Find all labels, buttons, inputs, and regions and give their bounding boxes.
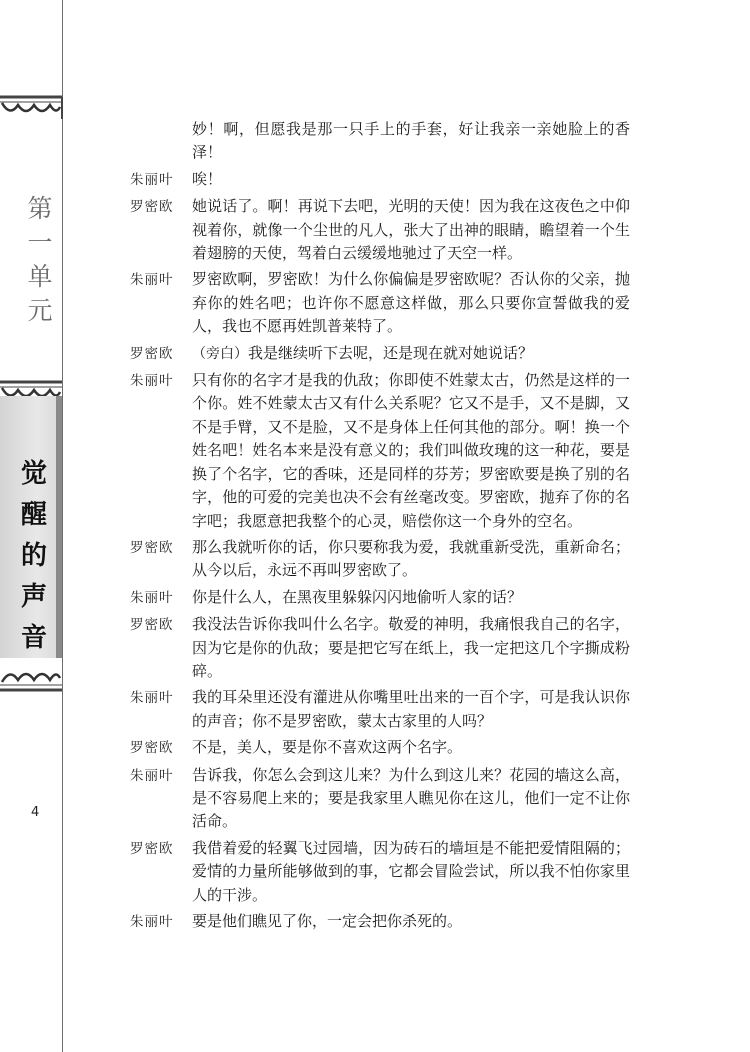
speaker-name: 罗密欧	[130, 199, 174, 216]
speech-text: 她说话了。啊！再说下去吧，光明的天使！因为我在这夜色之中仰视着你，就像一个尘世的凡人，张大了出神的眼睛，瞻望着一个生着翅膀的天使，驾着白云缓缓地驰过了天空一样。	[192, 197, 630, 263]
theme-title	[14, 454, 54, 659]
margin-rule	[62, 0, 63, 1052]
speech-text: 罗密欧啊，罗密欧！为什么你偏偏是罗密欧呢？否认你的父亲，抛弃你的姓名吧；也许你不愿意这样做，那么只要你宣誓做我的爱人，我也不愿再姓凯普莱特了。	[192, 270, 630, 336]
speaker-name: 罗密欧	[130, 740, 174, 757]
unit-char: 元	[27, 296, 53, 325]
dialogue-line	[130, 910, 630, 934]
dialogue-line	[130, 586, 630, 610]
stage-direction: （旁白）	[192, 345, 248, 362]
speech-text: 妙！啊，但愿我是那一只手上的手套，好让我亲一亲她脸上的香泽！	[192, 120, 630, 162]
speech-text: 我没法告诉你我叫什么名字。敬爱的神明，我痛恨我自己的名字，因为它是你的仇敌；要是把它写在纸上，我一定把这几个字撕成粉碎。	[192, 615, 630, 680]
theme-char: 觉	[20, 459, 47, 489]
speech-text: 我借着爱的轻翼飞过园墙，因为砖石的墙垣是不能把爱情阻隔的；爱情的力量所能够做到的事，它都会冒险尝试，所以我不怕你家里人的干涉。	[192, 838, 630, 904]
speaker-name: 朱丽叶	[130, 690, 174, 707]
speaker-name: 朱丽叶	[130, 272, 174, 289]
unit-label	[24, 192, 56, 328]
dialogue-line	[130, 195, 630, 265]
dialogue-line	[130, 837, 630, 907]
speech-text: 要是他们瞧见了你，一定会把你杀死的。	[192, 912, 463, 930]
speaker-name: 朱丽叶	[130, 767, 174, 784]
speech-text: 唉！	[192, 169, 223, 188]
theme-char: 声	[20, 582, 47, 612]
dialogue-line	[130, 342, 630, 366]
dialogue-line	[130, 736, 630, 760]
speaker-name	[130, 118, 192, 165]
speaker-name: 朱丽叶	[130, 914, 174, 930]
ornament-divider-bottom	[0, 660, 90, 692]
theme-char: 醒	[20, 500, 47, 530]
speaker-name: 罗密欧	[130, 345, 174, 362]
dialogue-line	[130, 764, 630, 834]
speech-text: 我的耳朵里还没有灌进从你嘴里吐出来的一百个字，可是我认识你的声音；你不是罗密欧，蒙太古家里的人吗？	[192, 688, 630, 730]
speech-text: 那么我就听你的话，你只要称我为爱，我就重新受洗，重新命名；从今以后，永远不再叫罗密欧了。	[192, 537, 630, 580]
unit-char: 第	[27, 194, 53, 223]
theme-char: 音	[20, 623, 47, 653]
theme-panel-edge	[56, 396, 62, 658]
page-number: 4	[31, 805, 40, 820]
speaker-name: 罗密欧	[130, 840, 174, 857]
speech-text: 不是，美人，要是你不喜欢这两个名字。	[192, 738, 463, 757]
speech-text: 你是什么人，在黑夜里躲躲闪闪地偷听人家的话？	[192, 587, 523, 606]
dialogue-line	[130, 369, 630, 533]
dialogue-line	[130, 686, 630, 733]
speech-text-content: 我是继续听下去呢，还是现在就对她说话？	[248, 343, 534, 362]
dialogue-line	[130, 118, 630, 165]
speaker-name: 罗密欧	[130, 539, 174, 556]
speaker-name: 朱丽叶	[130, 373, 174, 390]
ornament-divider-top	[0, 95, 90, 127]
theme-char: 的	[20, 541, 47, 571]
speaker-name: 朱丽叶	[130, 171, 174, 188]
script-body	[130, 118, 630, 937]
speech-text	[192, 342, 630, 366]
speaker-name: 罗密欧	[130, 617, 174, 634]
speaker-name: 朱丽叶	[130, 589, 174, 606]
unit-char: 单	[27, 262, 53, 291]
speech-text: 告诉我，你怎么会到这儿来？为什么到这儿来？花园的墙这么高，是不容易爬上来的；要是我家里人瞧见你在这儿，他们一定不让你活命。	[192, 765, 630, 831]
speech-text: 只有你的名字才是我的仇敌；你即使不姓蒙太古，仍然是这样的一个你。姓不姓蒙太古又有什么关系呢？它又不是手，又不是脚，又不是手臂，又不是脸，又不是身体上任何其他的部分。啊！换一个姓名吧！姓名本来是没有意义的；我们叫做玫瑰的这一种花，要是换了个名字，它的香味，还是同样的芬芳；罗密欧要是换了别的名字，他的可爱的完美也决不会有丝毫改变。罗密欧，抛弃了你的名字吧；我愿意把我整个的心灵，赔偿你这一个身外的空名。	[192, 371, 630, 530]
dialogue-line	[130, 268, 630, 338]
unit-char: 一	[27, 228, 53, 257]
dialogue-line	[130, 168, 630, 192]
dialogue-line	[130, 536, 630, 583]
dialogue-line	[130, 613, 630, 683]
